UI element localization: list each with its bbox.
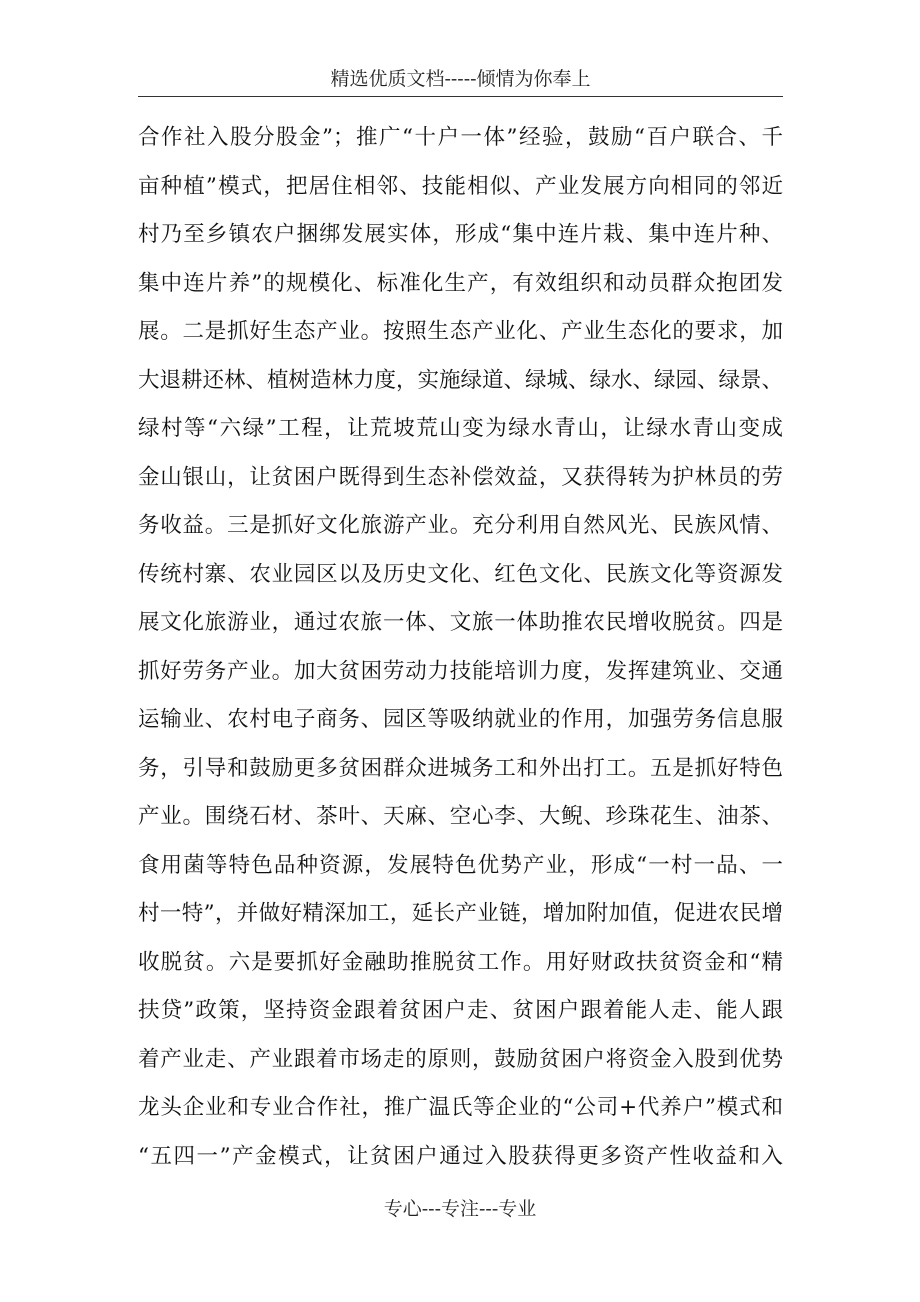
page-header: 精选优质文档-----倾情为你奉上	[138, 62, 783, 97]
text-line: 大退耕还林、植树造林力度，实施绿道、绿城、绿水、绿园、绿景、	[138, 367, 784, 393]
text-line: 务收益。三是抓好文化旅游产业。充分利用自然风光、民族风情、	[138, 513, 783, 538]
text-line: 运输业、农村电子商务、园区等吸纳就业的作用，加强劳务信息服	[138, 707, 783, 732]
text-line: 村一特”，并做好精深加工，延长产业链，增加附加值，促进农民增	[138, 901, 783, 926]
text-line: 合作社入股分股金”；推广“十户一体”经验，鼓励“百户联合、千	[138, 125, 783, 150]
page-footer: 专心---专注---专业	[383, 1198, 537, 1220]
text-line: 亩种植”模式，把居住相邻、技能相似、产业发展方向相同的邻近	[138, 173, 783, 199]
text-line: 集中连片养”的规模化、标准化生产，有效组织和动员群众抱团发	[138, 270, 783, 296]
text-line: 展。二是抓好生态产业。按照生态产业化、产业生态化的要求，加	[138, 319, 783, 344]
text-line: 收脱贫。六是要抓好金融助推脱贫工作。用好财政扶贫资金和“精	[138, 949, 783, 975]
text-line: 村乃至乡镇农户捆绑发展实体，形成“集中连片栽、集中连片种、	[138, 222, 783, 247]
text-line: 产业。围绕石材、茶叶、天麻、空心李、大鲵、珍珠花生、油茶、	[138, 804, 783, 829]
text-line: 展文化旅游业，通过农旅一体、文旅一体助推农民增收脱贫。四是	[138, 610, 783, 635]
text-line: 着产业走、产业跟着市场走的原则，鼓励贫困户将资金入股到优势	[138, 1046, 783, 1072]
text-line: 绿村等“六绿”工程，让荒坡荒山变为绿水青山，让绿水青山变成	[138, 416, 783, 441]
text-line: 传统村寨、农业园区以及历史文化、红色文化、民族文化等资源发	[138, 561, 783, 587]
text-line: 龙头企业和专业合作社，推广温氏等企业的“公司+代养户”模式和	[138, 1095, 783, 1120]
text-line: “五四一”产金模式，让贫困户通过入股获得更多资产性收益和入	[138, 1143, 783, 1169]
text-line: 食用菌等特色品种资源，发展特色优势产业，形成“一村一品、一	[138, 852, 783, 878]
text-line: 扶贷”政策，坚持资金跟着贫困户走、贫困户跟着能人走、能人跟	[138, 998, 783, 1023]
text-line: 务，引导和鼓励更多贫困群众进城务工和外出打工。五是抓好特色	[138, 755, 783, 781]
body-text	[138, 114, 783, 1181]
text-line: 金山银山，让贫困户既得到生态补偿效益，又获得转为护林员的劳	[138, 464, 783, 490]
text-line: 抓好劳务产业。加大贫困劳动力技能培训力度，发挥建筑业、交通	[138, 658, 783, 684]
